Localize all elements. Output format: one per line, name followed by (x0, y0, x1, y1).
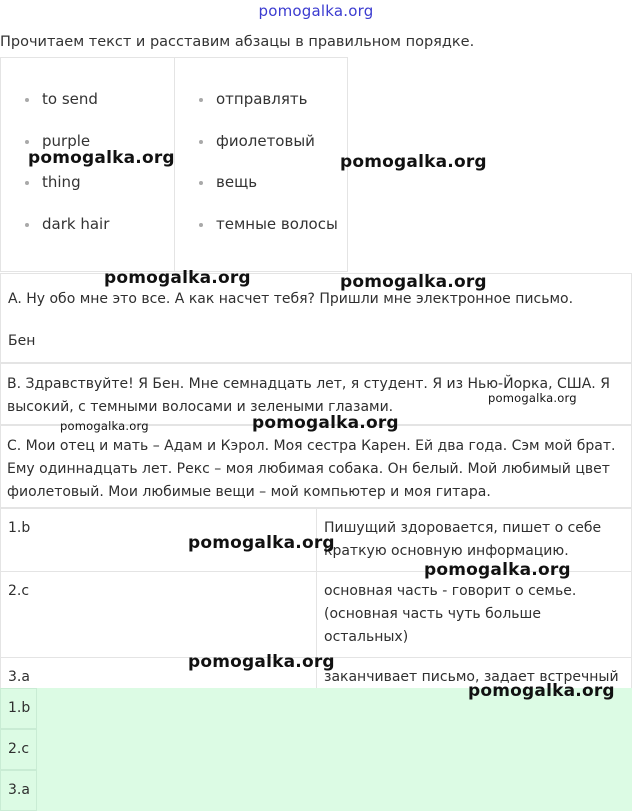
bullet-icon (199, 98, 203, 102)
watermark: pomogalka.org (104, 268, 251, 288)
english-word: purple (42, 131, 91, 150)
bullet-icon (25, 223, 29, 227)
answer-key: 3.a (1, 658, 317, 721)
answer-summary (0, 688, 632, 811)
bullet-icon (25, 140, 29, 144)
answer-explanation: основная часть - говорит о семье. (основная часть чуть больше остальных) (317, 572, 632, 658)
list-item (25, 90, 109, 132)
paragraph-c (0, 425, 632, 508)
watermark: pomogalka.org (340, 152, 487, 172)
watermark: pomogalka.org (488, 391, 577, 405)
bullet-icon (199, 181, 203, 185)
watermark: pomogalka.org (28, 148, 175, 168)
answer-key: 1.b (1, 509, 317, 572)
summary-item: 3.a (0, 770, 37, 811)
summary-item: 2.c (0, 729, 37, 770)
answer-explanation: Пишущий здоровается, пишет о себе краткую основную информацию. (317, 509, 632, 572)
watermark: pomogalka.org (252, 413, 399, 433)
russian-word: отправлять (216, 90, 308, 108)
watermark: pomogalka.org (60, 419, 149, 433)
paragraph-a (0, 273, 632, 363)
table-row (1, 572, 632, 658)
bullet-icon (25, 98, 29, 102)
watermark: pomogalka.org (188, 533, 335, 553)
task-intro: Прочитаем текст и расставим абзацы в правильном порядке. (0, 34, 475, 50)
bullet-icon (199, 223, 203, 227)
site-header[interactable]: pomogalka.org (258, 2, 374, 20)
list-item (199, 132, 338, 174)
watermark: pomogalka.org (468, 681, 615, 701)
english-word: dark hair (42, 214, 110, 233)
bullet-icon (199, 140, 203, 144)
answer-key: 2.c (1, 572, 317, 658)
list-item (199, 90, 338, 132)
russian-word: вещь (216, 173, 258, 191)
list-item (199, 173, 338, 215)
english-words-list (25, 90, 109, 256)
watermark: pomogalka.org (340, 272, 487, 292)
paragraph-a-text: A. Ну обо мне это все. А как насчет тебя? Пришли мне электронное письмо. (8, 291, 574, 307)
paragraph-c-text: C. Мои отец и мать – Адам и Кэрол. Моя сестра Карен. Ей два года. Сэм мой брат. Ему одиннадцать лет. Рекс – моя любимая собака. Он белый. Мой любимый цвет фиолетовый. Мои любимые вещи – мой компьютер и моя гитара. (7, 438, 616, 500)
english-word: to send (42, 90, 98, 108)
english-word: thing (42, 173, 81, 191)
russian-words-list (199, 90, 338, 256)
summary-item: 1.b (0, 688, 37, 729)
answer-explanation: заканчивает письмо, задает встречный (317, 658, 632, 721)
russian-word: фиолетовый (216, 131, 315, 150)
signature: Бен (8, 333, 36, 349)
paragraph-b-text: B. Здравствуйте! Я Бен. Мне семнадцать лет, я студент. Я из Нью-Йорка, США. Я высокий, с темными волосами и зелеными глазами. (7, 376, 610, 415)
watermark: pomogalka.org (188, 652, 335, 672)
watermark: pomogalka.org (424, 560, 571, 580)
list-item (25, 215, 109, 257)
list-item (25, 173, 109, 215)
russian-word: темные волосы (216, 214, 338, 233)
bullet-icon (25, 181, 29, 185)
list-item (199, 215, 338, 257)
